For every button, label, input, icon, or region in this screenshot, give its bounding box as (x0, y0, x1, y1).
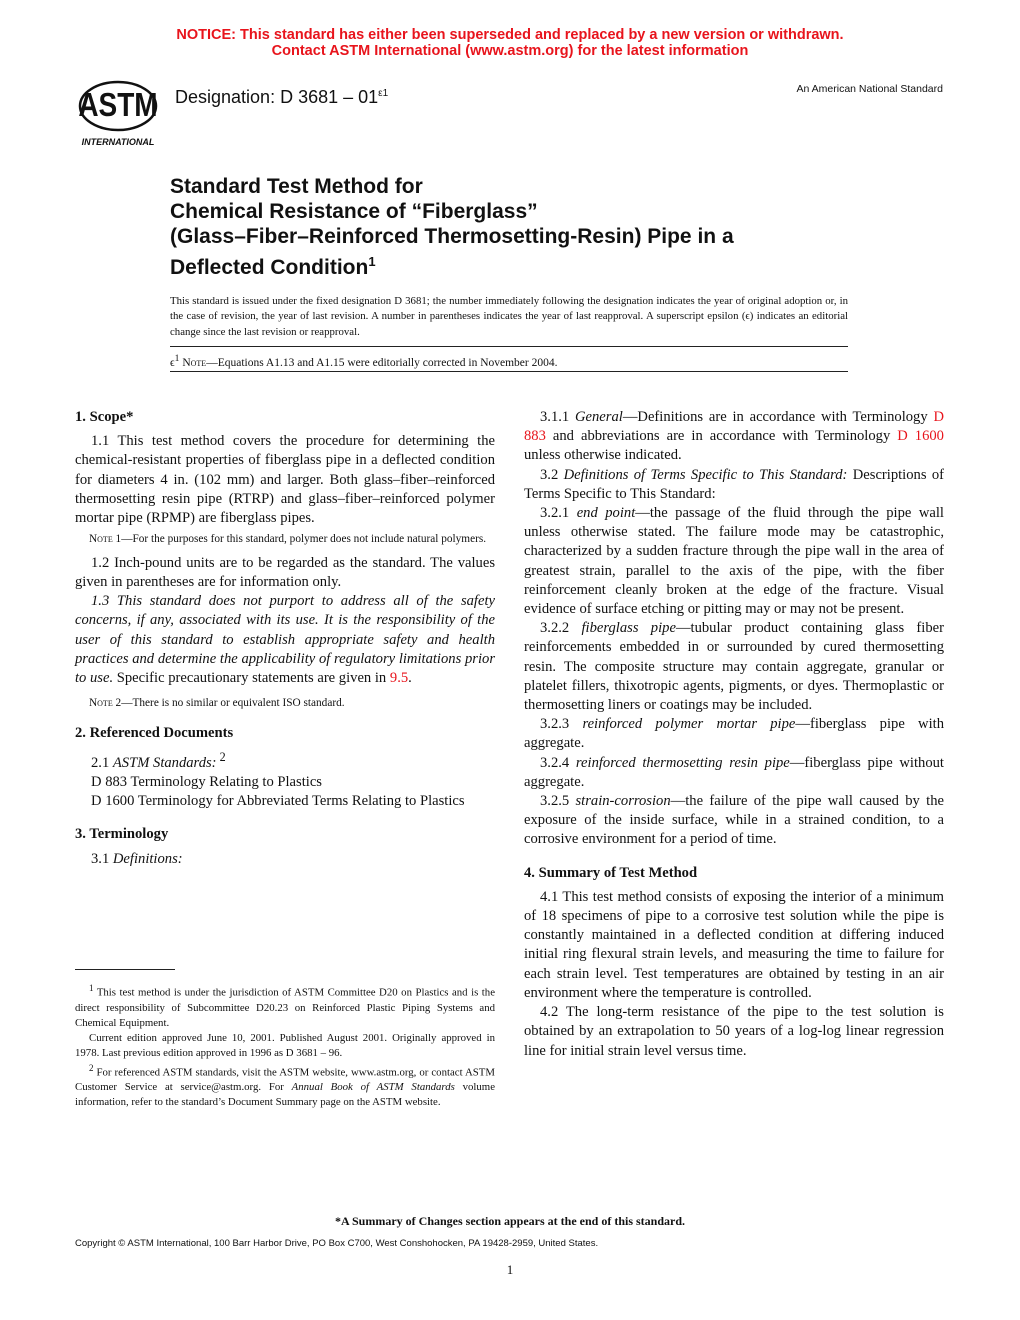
fn-num: 2 (89, 1062, 94, 1073)
footnote-1-edition: Current edition approved June 10, 2001. Published August 2001. Originally approved in 1978. Last previous edition approved in 1996 as D 3681 – 96. (75, 1031, 495, 1059)
footnotes (75, 981, 495, 1110)
footnote-ref: 1 (368, 254, 376, 269)
text: —Definitions are in accordance with Terminology (622, 409, 934, 425)
paragraph-1-1: 1.1 This test method covers the procedure for determining the chemical-resistant properties of fiberglass pipe in a deflected condition for diameters 4 in. (102 mm) and larger. Both glass–fiber–reinforced thermosetting resin pipe (RTRP) and glass–fiber–reinforced polymer mortar pipe (RPMP) are fiberglass pipes. (75, 433, 495, 527)
text: Descriptions of Terms Specific to This Standard: (524, 466, 944, 502)
text: ASTM Standards: (112, 754, 217, 771)
num: 3.2.1 (540, 505, 577, 522)
paragraph-3-1 (75, 850, 495, 869)
safety-caveat: 1.3 This standard does not purport to address all of the safety concerns, if any, associated with its use. It is the responsibility of the user of this standard to establish appropriate safety and health practices and determine the applicability of regulatory limitations prior to use. (75, 593, 495, 686)
right-column (524, 408, 944, 1061)
section-heading-referenced-documents: 2. Referenced Documents (75, 724, 234, 741)
term: end point (576, 505, 636, 522)
editorial-note (170, 353, 558, 369)
document-title (170, 174, 870, 280)
note-1 (75, 532, 495, 548)
text: . (408, 669, 412, 686)
num: 2.1 (91, 754, 113, 771)
epsilon: ϵ (170, 356, 175, 369)
text: and abbreviations are in accordance with Terminology (545, 428, 898, 445)
text: Specific precautionary statements are given in (113, 669, 390, 686)
svg-text:ASTM: ASTM (78, 85, 158, 124)
reference-d1600: D 1600 Terminology for Abbreviated Terms Relating to Plastics (91, 793, 465, 810)
designation-label: Designation: D 3681 – 01 (175, 87, 379, 107)
left-column (75, 408, 495, 869)
footnote-2 (75, 1061, 495, 1111)
note-label: Note (182, 356, 207, 369)
title-line: Chemical Resistance of “Fiberglass” (170, 200, 538, 223)
num: 3.2.2 (540, 620, 582, 637)
note-text: 2—There is no similar or equivalent ISO standard. (112, 697, 345, 710)
num: 3.2 (540, 466, 564, 483)
fn-text: For referenced ASTM standards, visit the ASTM website, www.astm.org, or contact ASTM Customer Service at service@astm.org. For (75, 1066, 495, 1094)
term: reinforced thermosetting resin pipe (575, 754, 790, 771)
title-line (170, 249, 870, 280)
paragraph-3-2-2 (524, 619, 944, 715)
text: —tubular product containing glass fiber reinforcements embedded in or surrounded by cured thermosetting resin. The composite structure may contain aggregate, granular or platelet fillers, thixotropic agents, pigments, or dyes. Thermoplastic or thermosetting liners or coatings may be included. (524, 620, 944, 714)
note-label: Note (89, 533, 113, 546)
paragraph-1-3 (75, 592, 495, 688)
text: unless otherwise indicated. (524, 447, 682, 464)
epsilon-sup: 1 (174, 353, 180, 364)
paragraph-1-2: 1.2 Inch-pound units are to be regarded as the standard. The values given in parentheses are for information only. (75, 554, 495, 590)
section-heading-summary: 4. Summary of Test Method (524, 864, 698, 881)
page-number: 1 (506, 1262, 514, 1277)
footnote-ref: 2 (216, 749, 226, 764)
astm-logo (76, 80, 160, 148)
reference-d883: D 883 Terminology Relating to Plastics (91, 773, 322, 790)
fn-text: volume information, refer to the standard’s Document Summary page on the ASTM website. (75, 1081, 495, 1109)
section-heading-terminology: 3. Terminology (75, 826, 169, 843)
supersede-notice (0, 27, 1020, 59)
num: 3.2.5 (540, 793, 576, 810)
text: —the failure of the pipe wall caused by the exposure of the inside surface, while in a strained condition, to a corrosive environment for a period of time. (524, 793, 944, 848)
svg-text:INTERNATIONAL: INTERNATIONAL (81, 137, 155, 147)
notice-line-1: NOTICE: This standard has either been superseded and replaced by a new version or withdrawn. (176, 27, 844, 43)
term: Definitions of Terms Specific to This Standard: (563, 466, 848, 483)
note-text: —Equations A1.13 and A1.15 were editorially corrected in November 2004. (206, 356, 558, 369)
section-heading-scope: 1. Scope* (75, 409, 134, 425)
designation (175, 87, 388, 108)
term: fiberglass pipe (581, 620, 676, 637)
paragraph-3-2-4 (524, 754, 944, 792)
note-2 (75, 696, 495, 712)
paragraph-3-2-3 (524, 715, 944, 753)
fn-text: Annual Book of ASTM Standards (291, 1081, 455, 1094)
paragraph-3-2 (524, 466, 944, 504)
num: 3.1 (91, 850, 113, 867)
term: reinforced polymer mortar pipe (582, 716, 796, 733)
paragraph-3-2-1 (524, 504, 944, 619)
summary-of-changes-note: *A Summary of Changes section appears at the end of this standard. (334, 1214, 686, 1228)
designation-epsilon: ε1 (378, 88, 389, 99)
paragraph-2-1 (75, 748, 495, 773)
term: strain-corrosion (575, 793, 671, 810)
footnote-1 (75, 981, 495, 1031)
link-d883[interactable]: D 883 (524, 409, 944, 445)
paragraph-3-1-1 (524, 408, 944, 466)
issuance-statement: This standard is issued under the fixed designation D 3681; the number immediately following the designation indicates the year of original adoption or, in the case of revision, the year of last revision. A number in parentheses indicates the year of last reapproval. A superscript epsilon (ϵ) indicates an editorial change since the last revision or reapproval. (170, 295, 848, 338)
paragraph-3-2-5 (524, 792, 944, 850)
text: Definitions: (112, 850, 183, 867)
section-link-9-5[interactable]: 9.5 (389, 669, 409, 686)
american-national-standard: An American National Standard (796, 83, 943, 95)
note-text: 1—For the purposes for this standard, polymer does not include natural polymers. (112, 533, 487, 546)
divider (170, 371, 848, 372)
note-label: Note (89, 697, 113, 710)
num: 3.2.3 (540, 716, 583, 733)
text: —fiberglass pipe without aggregate. (524, 754, 944, 790)
fn-text: This test method is under the jurisdiction of ASTM Committee D20 on Plastics and is the direct responsibility of Subcommittee D20.23 on Reinforced Plastic Piping Systems and Chemical Equipment. (75, 986, 495, 1029)
fn-num: 1 (89, 983, 94, 993)
notice-line-2: Contact ASTM International (www.astm.org) for the latest information (271, 43, 749, 59)
term: General (574, 409, 623, 425)
title-line: Standard Test Method for (170, 175, 423, 198)
paragraph-4-1: 4.1 This test method consists of exposing the interior of a minimum of 18 specimens of pipe to a corrosive test solution while the pipe is constantly maintained in a deflected condition at differing induced initial ring flexural strain levels, and measuring the time to failure for each strain level. Test temperatures are obtained by testing in an air environment where the temperature is controlled. (524, 888, 944, 1001)
copyright: Copyright © ASTM International, 100 Barr Harbor Drive, PO Box C700, West Conshohocken, PA 19428-2959, United States. (75, 1238, 599, 1249)
paragraph-4-2: 4.2 The long-term resistance of the pipe to the test solution is obtained by an extrapolation to 50 years of a log-log linear regression line for initial strain level versus time. (524, 1004, 944, 1059)
title-text: Deflected Condition (170, 256, 369, 279)
title-line: (Glass–Fiber–Reinforced Thermosetting-Resin) Pipe in a (170, 225, 734, 248)
link-d1600[interactable]: D 1600 (897, 428, 944, 445)
text: —fiberglass pipe with aggregate. (524, 716, 944, 752)
num: 3.1.1 (540, 409, 575, 425)
num: 3.2.4 (540, 754, 576, 771)
footnote-divider (75, 969, 175, 970)
divider (170, 346, 848, 347)
text: —the passage of the fluid through the pipe wall unless otherwise stated. The failure mode may be catastrophic, characterized by a sudden fracture through the pipe wall in the area of greatest strain, parallel to the axis of the pipe, with the fiber reinforcement cleanly broken at the edge of the fracture. Visual evidence of surface etching or pitting may or may not be present. (524, 505, 944, 618)
